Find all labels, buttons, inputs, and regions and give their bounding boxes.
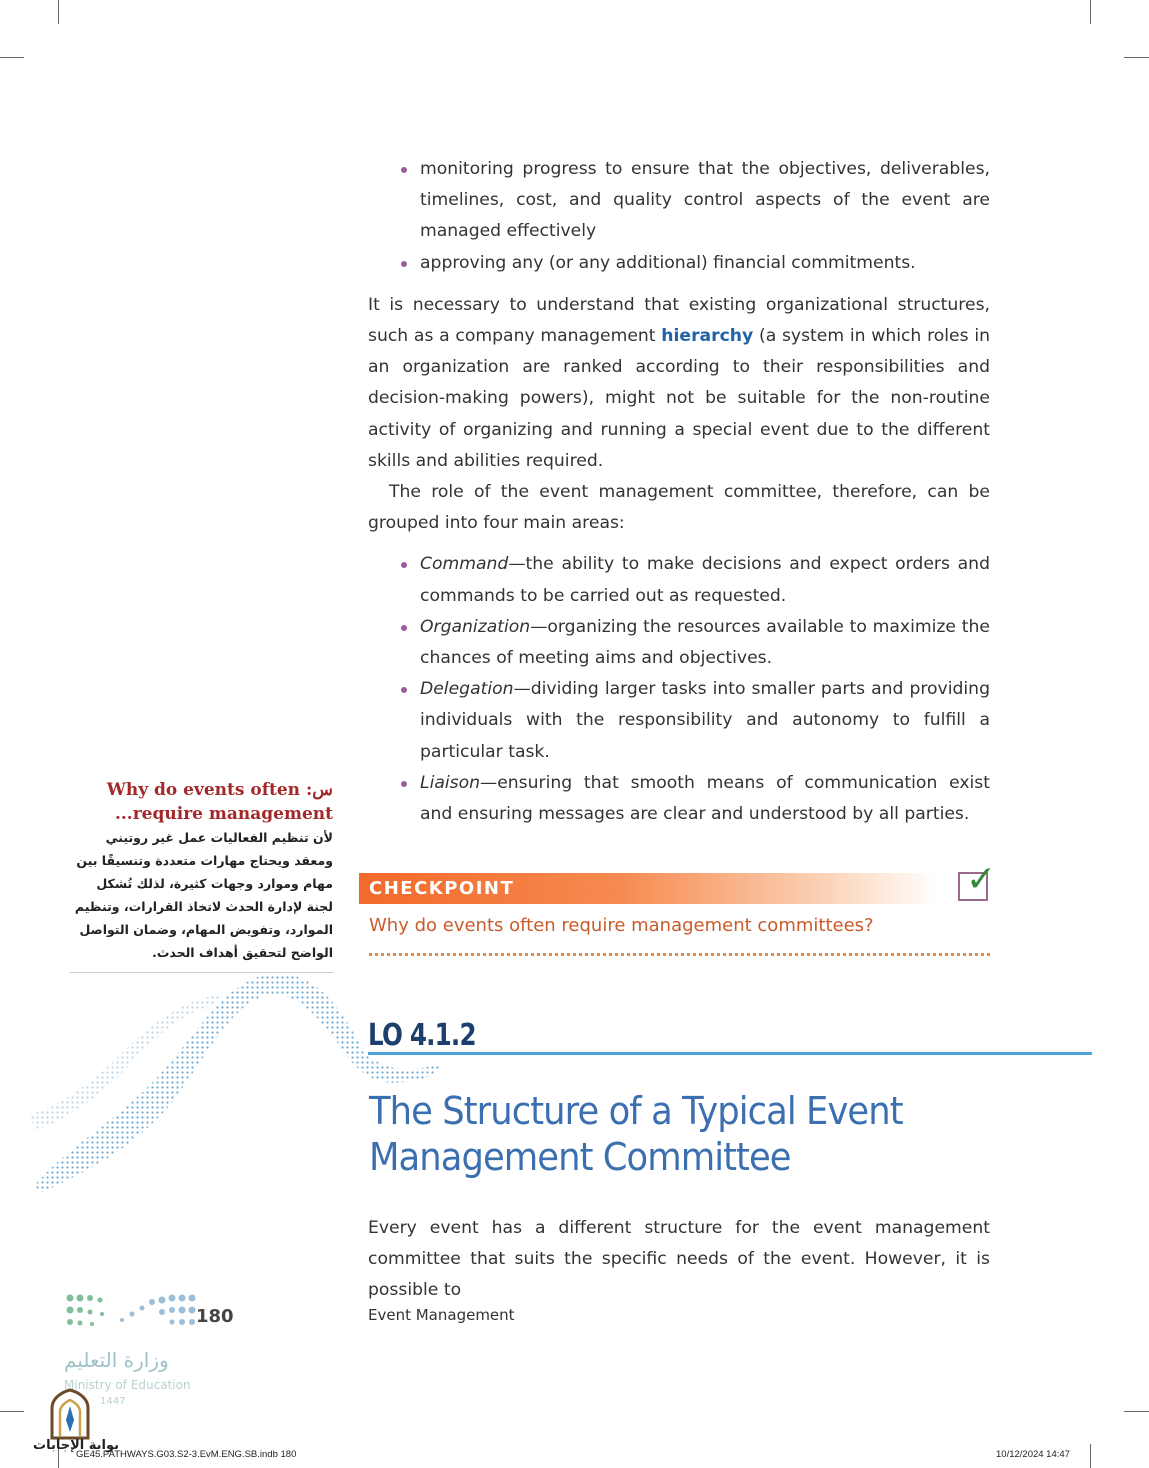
checkpoint-label: CHECKPOINT: [369, 878, 515, 899]
print-timestamp: 10/12/2024 14:47: [996, 1449, 1070, 1460]
list-item: monitoring progress to ensure that the objectives, deliverables, timelines, cost, and quality control aspects of the event are managed effectively: [368, 154, 990, 248]
responsibilities-list: [368, 154, 990, 279]
list-item: approving any (or any additional) financial commitments.: [368, 248, 990, 279]
area-desc: —organizing the resources available to maximize the chances of meeting aims and objectives.: [420, 616, 990, 669]
area-desc: —ensuring that smooth means of communication exist and ensuring messages are clear and understood by all parties.: [420, 772, 990, 825]
crop-mark: [58, 0, 59, 24]
crop-mark: [1124, 1411, 1149, 1412]
section-title-line: Management Committee: [369, 1135, 791, 1179]
ministry-name-english: Ministry of Education: [64, 1378, 191, 1392]
crop-mark: [1090, 0, 1091, 24]
list-item: [368, 768, 990, 830]
site-name: بوابة الإجابات: [33, 1438, 119, 1453]
crop-mark: [0, 1411, 24, 1412]
paragraph-roles: The role of the event management committee, therefore, can be grouped into four main areas:: [368, 482, 990, 534]
side-note: [70, 778, 333, 973]
paragraph-hierarchy: [368, 290, 990, 477]
print-slug: GE45.PATHWAYS.G03.S2-3.EvM.ENG.SB.indb 180: [76, 1449, 297, 1460]
paragraph-structure: Every event has a different structure for the event management committee that suits the specific needs of the event. However, it is possible to: [368, 1218, 990, 1301]
list-item: [368, 549, 990, 611]
dotted-divider: [369, 953, 990, 956]
lo-rule: [368, 1052, 1092, 1055]
area-desc: —the ability to make decisions and expect orders and commands to be carried out as requested.: [420, 554, 990, 606]
keyword-hierarchy: hierarchy: [661, 326, 754, 347]
area-term: Liaison: [420, 772, 481, 793]
paragraph-text: (a system in which roles in an organization are ranked according to their responsibilities and decision-making powers), might not be suitable for the non-routine activity of organizing and running a special event due to the different skills and abilities required.: [368, 326, 990, 471]
ministry-logo-dots: [62, 1290, 202, 1334]
section-title-line: The Structure of a Typical Event: [369, 1089, 903, 1133]
page-number: 180: [196, 1306, 234, 1327]
ministry-name-arabic: وزارة التعليم: [64, 1348, 169, 1372]
checkmark-icon: ✓: [966, 859, 997, 900]
lo-label: LO 4.1.2: [368, 1018, 476, 1053]
main-column: [368, 154, 990, 830]
area-term: Command: [420, 554, 509, 575]
area-desc: —dividing larger tasks into smaller parts and providing individuals with the responsibility and autonomy to fulfill a particular task.: [420, 679, 990, 762]
footer-book-title: Event Management: [368, 1306, 515, 1324]
intro-paragraph-column: [368, 1213, 990, 1307]
year-label: 1447: [100, 1396, 126, 1407]
crop-mark: [1124, 57, 1149, 58]
site-logo-icon: [48, 1388, 92, 1440]
checkpoint-question: Why do events often require management committees?: [369, 915, 874, 936]
section-title: [369, 1088, 903, 1180]
area-term: Organization: [420, 616, 531, 637]
area-term: Delegation: [420, 679, 514, 700]
side-note-question: Why do events often :س: [106, 780, 333, 800]
list-item: [368, 674, 990, 768]
side-note-question: ...require management: [114, 804, 333, 824]
crop-mark: [0, 57, 24, 58]
side-note-answer: لأن تنظيم الفعاليات عمل غير روتيني ومعقد ويحتاج مهارات متعددة وتنسيقًا بين مهام وموارد وجهات كثيرة، لذلك تُشكل لجنة لإدارة الحدث لاتخاذ القرارات، وتنظيم الموارد، وتفويض المهام، وضمان التواصل الواضح لتحقيق أهداف الحدث.: [74, 830, 333, 960]
paragraph-text: It is necessary to understand that existing organizational structures, such as a company management: [368, 294, 990, 347]
list-item: [368, 612, 990, 674]
crop-mark: [1090, 1444, 1091, 1468]
areas-list: [368, 549, 990, 830]
